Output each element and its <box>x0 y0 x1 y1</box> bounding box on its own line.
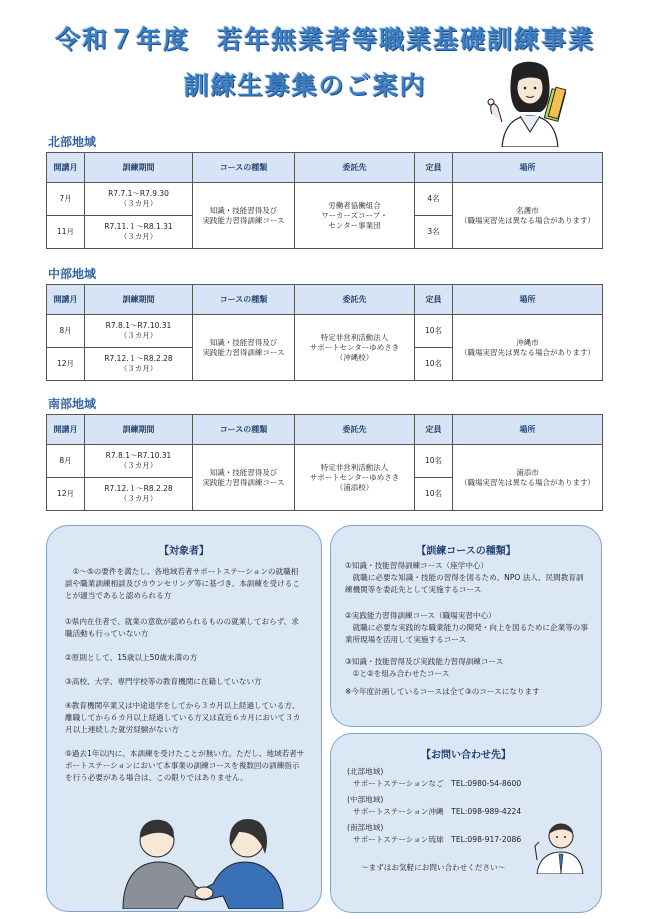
table-row <box>47 183 603 216</box>
column-header: コースの種類 <box>193 153 295 183</box>
contact-north: サポートステーションなご TEL:0980-54-8600 <box>353 779 522 788</box>
schedule-table <box>46 414 603 511</box>
place-cell <box>453 315 603 381</box>
place-city: 浦添市 <box>516 467 539 477</box>
page-subtitle: 訓練生募集のご案内 <box>183 71 427 100</box>
course-cell: 知識・技能習得及び 実践能力習得訓練コース <box>193 183 295 249</box>
eligibility-panel <box>46 525 322 912</box>
capacity-cell: 3名 <box>415 216 453 249</box>
capacity-cell: 4名 <box>415 183 453 216</box>
period-range: R7.8.1～R7.10.31 <box>105 321 172 330</box>
course-cell: 知識・技能習得及び 実践能力習得訓練コース <box>193 445 295 511</box>
period-cell <box>85 445 193 478</box>
column-header: 定員 <box>415 153 453 183</box>
period-duration: （３カ月） <box>119 232 158 241</box>
place-city: 名護市 <box>516 205 539 215</box>
column-header: 訓練期間 <box>85 285 193 315</box>
column-header: 定員 <box>415 285 453 315</box>
course-cell: 知識・技能習得及び 実践能力習得訓練コース <box>193 315 295 381</box>
eligibility-title: 【対象者】 <box>159 546 209 557</box>
capacity-cell: 10名 <box>415 315 453 348</box>
period-cell <box>85 183 193 216</box>
region-label: 南部地域 <box>48 397 97 411</box>
column-header: 開講月 <box>47 415 85 445</box>
contractor-cell: 労働者協働組合 ワーカーズコープ・ センター事業団 <box>295 183 415 249</box>
eligibility-item-3: ③高校、大学、専門学校等の教育機関に在籍していない方 <box>65 677 262 686</box>
eligibility-item-2: ②原則として、15歳以上50歳未満の方 <box>65 653 198 662</box>
column-header: 委託先 <box>295 153 415 183</box>
place-note: （職場実習先は異なる場合があります） <box>460 477 595 487</box>
eligibility-item-5: ⑤過去1年以内に、本訓練を受けたことが無い方。ただし、地域若者サポートステーションにおいて本事業の訓練コースを複数回の訓練指示を行う必要がある場合は、この限りではありません。 <box>65 749 305 782</box>
period-duration: （３カ月） <box>119 331 158 340</box>
schedule-table <box>46 284 603 381</box>
column-header: 開講月 <box>47 153 85 183</box>
month-cell: 7月 <box>47 183 85 216</box>
contact-closing: ～まずはお気軽にお問い合わせください～ <box>361 863 506 872</box>
column-header: 訓練期間 <box>85 415 193 445</box>
month-cell: 8月 <box>47 445 85 478</box>
period-cell <box>85 348 193 381</box>
period-range: R7.11.１～R8.1.31 <box>104 222 173 231</box>
contact-title: 【お問い合わせ先】 <box>421 750 511 761</box>
month-cell: 11月 <box>47 216 85 249</box>
period-duration: （３カ月） <box>119 364 158 373</box>
contact-region-central: (中部地域) <box>347 795 384 804</box>
woman-with-folder-illustration <box>482 52 577 147</box>
period-cell <box>85 478 193 511</box>
page-title: 令和７年度 若年無業者等職業基礎訓練事業 <box>54 25 595 54</box>
course-note: ※今年度計画しているコースは全て③のコースになります <box>345 687 540 696</box>
period-duration: （３カ月） <box>119 461 158 470</box>
eligibility-intro: ①～⑤の要件を満たし、各地域若者サポートステーションの就職相談や職業訓練相談及びカウンセリング等に基づき、本訓練を受けることが適当であると認められる方 <box>65 567 300 600</box>
contractor-cell: 特定非営利活動法人 サポートセンターゆめさき （沖縄校） <box>295 315 415 381</box>
column-header: 場所 <box>453 153 603 183</box>
schedule-table <box>46 152 603 249</box>
column-header: 委託先 <box>295 285 415 315</box>
region-label: 北部地域 <box>48 135 97 149</box>
period-duration: （３カ月） <box>119 199 158 208</box>
region-label: 中部地域 <box>48 267 97 281</box>
capacity-cell: 10名 <box>415 478 453 511</box>
man-pointing-illustration <box>531 812 587 874</box>
column-header: 場所 <box>453 415 603 445</box>
contact-region-south: (南部地域) <box>347 823 384 832</box>
column-header: コースの種類 <box>193 285 295 315</box>
contact-central: サポートステーション沖縄 TEL:098-989-4224 <box>353 807 522 816</box>
column-header: 場所 <box>453 285 603 315</box>
contractor-cell: 特定非営利活動法人 サポートセンターゆめさき （浦添校） <box>295 445 415 511</box>
place-city: 沖縄市 <box>516 337 539 347</box>
course-types-title: 【訓練コースの種類】 <box>416 546 516 557</box>
course-type-3: ③知識・技能習得及び実践能力習得訓練コース ①と②を組み合わせたコース <box>345 657 504 678</box>
course-type-1: ①知識・技能習得訓練コース（座学中心） 就職に必要な知識・技能の習得を図るため、NPO 法人、民間教育訓練機関等を委託先として実施するコース <box>345 561 584 594</box>
period-range: R7.12.１～R8.2.28 <box>104 484 173 493</box>
column-header: 定員 <box>415 415 453 445</box>
capacity-cell: 10名 <box>415 348 453 381</box>
place-note: （職場実習先は異なる場合があります） <box>460 215 595 225</box>
column-header: 委託先 <box>295 415 415 445</box>
period-cell <box>85 216 193 249</box>
eligibility-item-1: ①県内在住者で、就業の意欲が認められるものの就業しておらず、求職活動も行っていない方 <box>65 617 299 638</box>
place-note: （職場実習先は異なる場合があります） <box>460 347 595 357</box>
contact-panel <box>330 733 602 913</box>
contact-region-north: (北部地域) <box>347 767 384 776</box>
capacity-cell: 10名 <box>415 445 453 478</box>
column-header: 訓練期間 <box>85 153 193 183</box>
place-cell <box>453 183 603 249</box>
place-cell <box>453 445 603 511</box>
column-header: コースの種類 <box>193 415 295 445</box>
course-type-2: ②実践能力習得訓練コース（職場実習中心） 就職に必要な実践的な職業能力の開発・向上を図るために企業等の事業所現場を活用して実施するコース <box>345 611 588 644</box>
month-cell: 12月 <box>47 478 85 511</box>
period-cell <box>85 315 193 348</box>
period-duration: （３カ月） <box>119 494 158 503</box>
handshake-illustration <box>115 796 285 909</box>
contact-south: サポートステーション琉球 TEL:098-917-2086 <box>353 835 522 844</box>
month-cell: 12月 <box>47 348 85 381</box>
period-range: R7.7.1～R7.9.30 <box>108 189 169 198</box>
column-header: 開講月 <box>47 285 85 315</box>
table-row <box>47 445 603 478</box>
course-types-panel <box>330 525 602 727</box>
eligibility-item-4: ④教育機関卒業又は中途退学をしてから３カ月以上経過している方、離職してから６カ月以上経過している方又は直近６カ月において３カ月以上連続した就労経験がない方 <box>65 701 301 734</box>
table-row <box>47 315 603 348</box>
period-range: R7.12.１～R8.2.28 <box>104 354 173 363</box>
period-range: R7.8.1～R7.10.31 <box>105 451 172 460</box>
month-cell: 8月 <box>47 315 85 348</box>
